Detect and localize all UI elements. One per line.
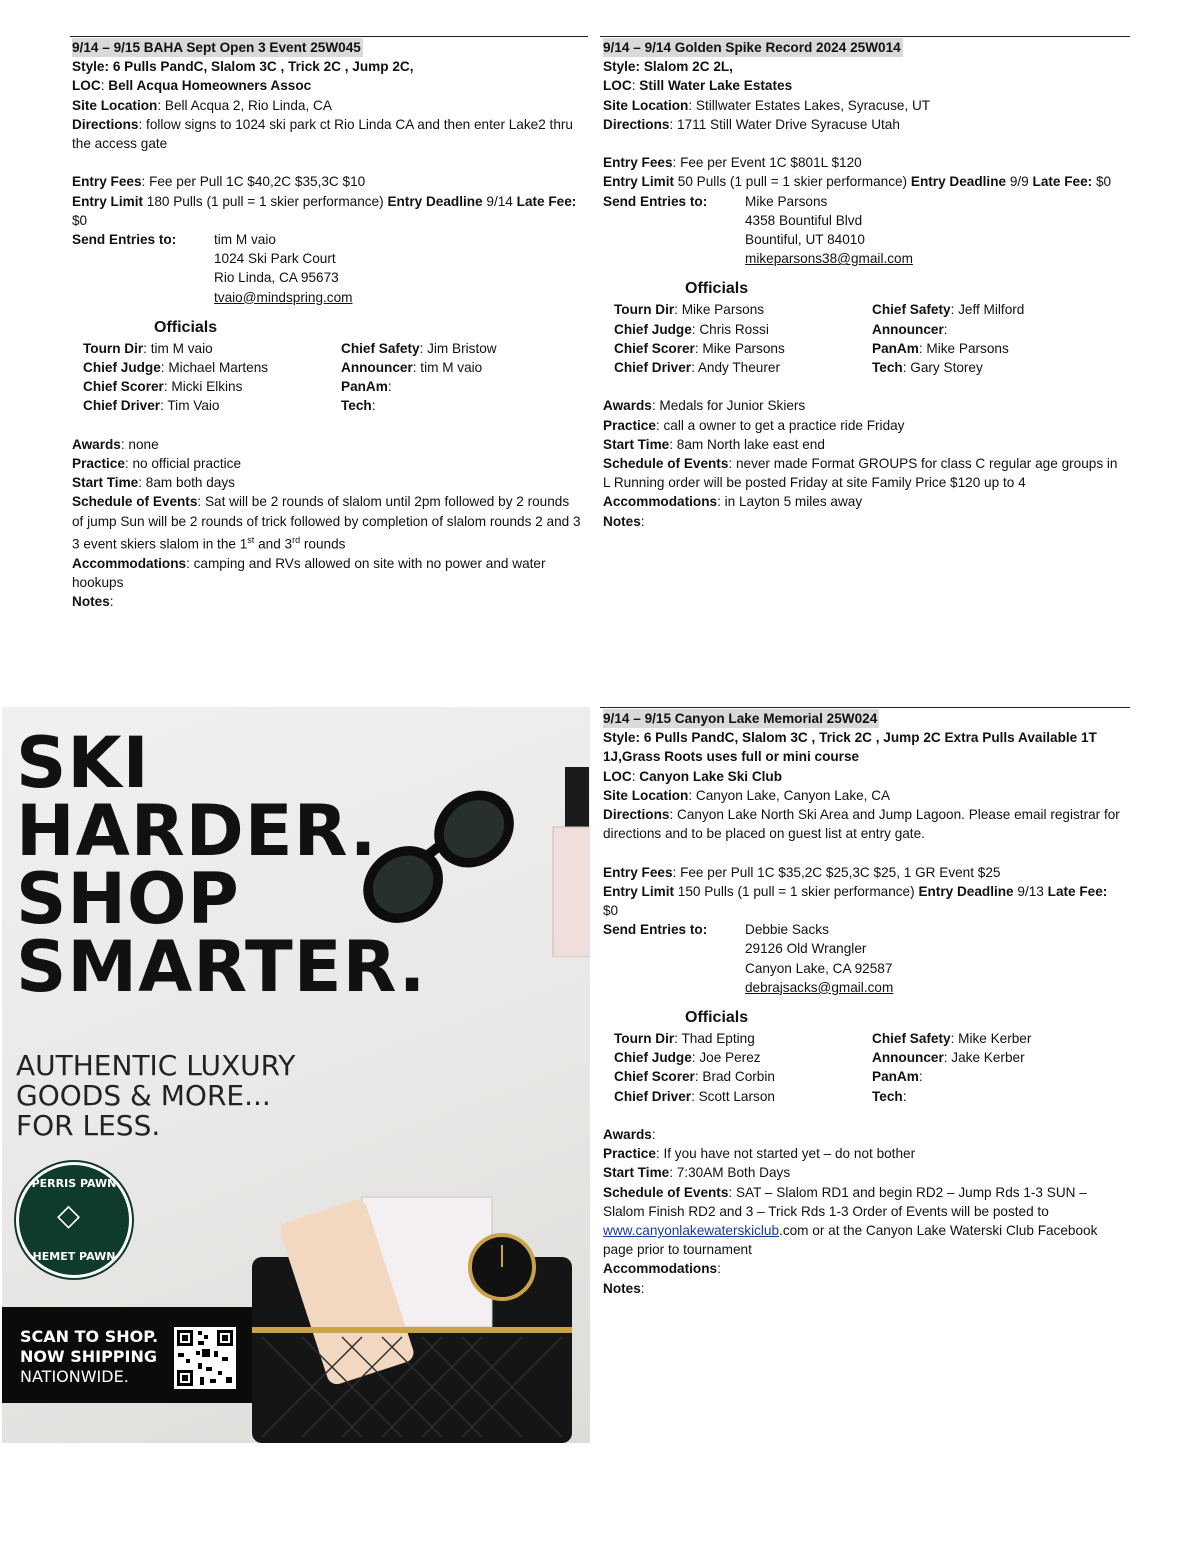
event-fees: : Fee per Pull 1C $35,2C $25,3C $25, 1 GR Event $25	[672, 864, 1001, 880]
officials-grid: Tourn Dir: Mike Parsons Chief Safety: Jeff Milford Chief Judge: Chris Rossi Announcer: Chief Scorer: Mike Parsons PanAm: Mike Parsons Chief Driver: Andy Theurer Tech: Gary Storey	[614, 302, 1025, 376]
event-directions: : 1711 Still Water Drive Syracuse Utah	[669, 116, 900, 132]
event-style: 6 Pulls PandC, Slalom 3C , Trick 2C , Jump 2C,	[112, 59, 414, 75]
top-rule-right	[600, 36, 1130, 37]
officials-title: Officials	[685, 280, 749, 298]
event-fees: : Fee per Event 1C $801L $120	[672, 155, 862, 171]
event-schedule: Schedule of Events: SAT – Slalom RD1 and begin RD2 – Jump Rds 1-3 SUN – Slalom Finish RD2 and 3 – Trick Rds 1-3 Order of Events will be posted to www.canyonlakewaterskiclub.com or at the Canyon Lake Waterski Club Facebook page prior to tournament	[603, 1184, 1098, 1258]
event-loc: Canyon Lake Ski Club	[639, 768, 783, 784]
officials-title: Officials	[154, 318, 218, 336]
scan-to-shop-box: SCAN TO SHOP. NOW SHIPPING NATIONWIDE.	[2, 1307, 252, 1403]
event-site: : Canyon Lake, Canyon Lake, CA	[688, 787, 891, 803]
event-directions: : follow signs to 1024 ski park ct Rio Linda CA and then enter Lake2 thru the access gate	[72, 116, 573, 152]
event-header: 9/14 – 9/15 BAHA Sept Open 3 Event 25W045	[72, 38, 363, 57]
perfume-bottle-graphic	[547, 767, 590, 957]
event-awards: : none	[120, 436, 159, 452]
event-accommodations: : camping and RVs allowed on site with no power and water hookups	[72, 555, 546, 590]
mid-rule-right	[600, 707, 1130, 708]
top-rule-left	[70, 36, 588, 37]
handbag-graphic	[242, 1137, 572, 1443]
event-schedule: Schedule of Events: Sat will be 2 rounds of slalom until 2pm followed by 2 rounds of jump Sun will be 2 rounds of trick followed by completion of slalom rounds 2 and 3 3 event skiers slalom in the 1st and 3rd rounds	[72, 494, 581, 552]
event-fees: : Fee per Pull 1C $40,2C $35,3C $10	[141, 174, 366, 190]
club-website-link[interactable]: www.canyonlakewaterskiclub	[603, 1223, 780, 1239]
event-deadline: 9/9	[1006, 174, 1033, 190]
ad-subline: AUTHENTIC LUXURY GOODS & MORE... FOR LESS.	[16, 1049, 296, 1142]
event-practice: : no official practice	[124, 456, 242, 472]
event-listing-golden-spike: 9/14 – 9/14 Golden Spike Record 2024 25W014 Style: Slalom 2C 2L, LOC: Still Water Lake Estates Site Location: Stillwater Estates Lakes, Syracuse, UT Directions: 1711 Still Water Drive Syracuse Utah Entry Fees: Fee per Event 1C $801L $120 Entry Limit 50 Pulls (1 pull = 1 skier performance) Entry Deadline 9/9 Late Fee: $0 Send Entries to: Mike Parsons 4358 Bountiful Blvd Bountiful, UT 84010 mikeparsons38@gmail.com Officials Tourn Dir: Mike Parsons Chief Safety: Jeff Milford Chief Judge: Chris Rossi Announcer: Chief Scorer: Mike Parsons PanAm: Mike Parsons Chief Driver: Andy Theurer Tech: Gary Storey Awards: Medals for Junior Skiers Practice: call a owner to get a practice ride Friday Start Time: 8am North lake east end Schedule of Events: never made Format GROUPS for class C regular age groups in L Running order will be posted Friday at site Family Price $120 up to 4 Accommodations: in Layton 5 miles away Notes:	[603, 38, 1125, 531]
event-start-time: : 8am both days	[138, 475, 235, 491]
officials-grid: Tourn Dir: tim M vaio Chief Safety: Jim Bristow Chief Judge: Michael Martens Announcer: tim M vaio Chief Scorer: Micki Elkins PanAm: Chief Driver: Tim Vaio Tech:	[83, 340, 497, 414]
event-start-time: : 8am North lake east end	[669, 436, 825, 452]
event-header: 9/14 – 9/15 Canyon Lake Memorial 25W024	[603, 709, 879, 728]
event-listing-canyon-lake: 9/14 – 9/15 Canyon Lake Memorial 25W024 Style: 6 Pulls PandC, Slalom 3C , Trick 2C , Jump 2C Extra Pulls Available 1T 1J,Grass Roots uses full or mini course LOC: Canyon Lake Ski Club Site Location: Canyon Lake, Canyon Lake, CA Directions: Canyon Lake North Ski Area and Jump Lagoon. Please email registrar for directions and to be placed on guest list at entry gate. Entry Fees: Fee per Pull 1C $35,2C $25,3C $25, 1 GR Event $25 Entry Limit 150 Pulls (1 pull = 1 skier performance) Entry Deadline 9/13 Late Fee: $0 Send Entries to: Debbie Sacks 29126 Old Wrangler Canyon Lake, CA 92587 debrajsacks@gmail.com Officials Tourn Dir: Thad Epting Chief Safety: Mike Kerber Chief Judge: Joe Perez Announcer: Jake Kerber Chief Scorer: Brad Corbin PanAm: Chief Driver: Scott Larson Tech: Awards: Practice: If you have not started yet – do not bother Start Time: 7:30AM Both Days Schedule of Events: SAT – Slalom RD1 and begin RD2 – Jump Rds 1-3 SUN – Slalom Finish RD2 and 3 – Trick Rds 1-3 Order of Events will be posted to www.canyonlakewaterskiclub.com or at the Canyon Lake Waterski Club Facebook page prior to tournament Accommodations: Notes:	[603, 709, 1125, 1298]
event-limit: 150 Pulls (1 pull = 1 skier performance)	[674, 883, 919, 899]
event-limit: 50 Pulls (1 pull = 1 skier performance)	[674, 174, 911, 190]
send-entries: Send Entries to: Debbie Sacks 29126 Old Wrangler Canyon Lake, CA 92587 debrajsacks@gmail.com	[603, 922, 894, 995]
perris-pawn-logo: PERRIS PAWN ◇ HEMET PAWN	[16, 1162, 132, 1278]
officials-grid: Tourn Dir: Thad Epting Chief Safety: Mike Kerber Chief Judge: Joe Perez Announcer: Jake Kerber Chief Scorer: Brad Corbin PanAm: Chief Driver: Scott Larson Tech:	[614, 1031, 1032, 1104]
event-style: Slalom 2C 2L,	[643, 59, 733, 75]
ad-headline: SKI HARDER. SHOP SMARTER.	[16, 722, 427, 1008]
event-site: : Stillwater Estates Lakes, Syracuse, UT	[688, 97, 931, 113]
event-schedule: Schedule of Events: never made Format GROUPS for class C regular age groups in L Running order will be posted Friday at site Family Price $120 up to 4	[603, 456, 1118, 491]
event-accommodations: : in Layton 5 miles away	[717, 494, 863, 510]
pawn-shop-ad	[2, 707, 590, 1443]
event-start-time: : 7:30AM Both Days	[669, 1165, 791, 1181]
event-late-fee: $0	[1092, 174, 1112, 190]
event-late-fee: $0	[603, 903, 619, 919]
event-deadline: 9/13	[1013, 883, 1048, 899]
qr-code-icon[interactable]	[174, 1327, 236, 1389]
event-header: 9/14 – 9/14 Golden Spike Record 2024 25W014	[603, 38, 903, 57]
event-directions: : Canyon Lake North Ski Area and Jump Lagoon. Please email registrar for directions and to be placed on guest list at entry gate.	[603, 807, 1120, 842]
send-email-link[interactable]: mikeparsons38@gmail.com	[745, 251, 913, 267]
event-style: 6 Pulls PandC, Slalom 3C , Trick 2C , Jump 2C Extra Pulls Available 1T 1J,Grass Roots uses full or mini course	[603, 730, 1097, 765]
event-loc: Still Water Lake Estates	[639, 78, 793, 94]
send-entries: Send Entries to: tim M vaio 1024 Ski Park Court Rio Linda, CA 95673 tvaio@mindspring.com	[72, 232, 353, 305]
send-entries: Send Entries to: Mike Parsons 4358 Bountiful Blvd Bountiful, UT 84010 mikeparsons38@gmail.com	[603, 193, 913, 267]
send-email-link[interactable]: tvaio@mindspring.com	[214, 289, 353, 305]
event-practice: : If you have not started yet – do not bother	[655, 1146, 916, 1162]
event-deadline: 9/14	[482, 193, 517, 209]
send-email-link[interactable]: debrajsacks@gmail.com	[745, 979, 894, 995]
event-late-fee: $0	[72, 212, 88, 228]
event-limit: 180 Pulls (1 pull = 1 skier performance)	[143, 193, 388, 209]
event-listing-baha: 9/14 – 9/15 BAHA Sept Open 3 Event 25W045 Style: 6 Pulls PandC, Slalom 3C , Trick 2C , Jump 2C, LOC: Bell Acqua Homeowners Assoc Site Location: Bell Acqua 2, Rio Linda, CA Directions: follow signs to 1024 ski park ct Rio Linda CA and then enter Lake2 thru the access gate Entry Fees: Fee per Pull 1C $40,2C $35,3C $10 Entry Limit 180 Pulls (1 pull = 1 skier performance) Entry Deadline 9/14 Late Fee: $0 Send Entries to: tim M vaio 1024 Ski Park Court Rio Linda, CA 95673 tvaio@mindspring.com Officials Tourn Dir: tim M vaio Chief Safety: Jim Bristow Chief Judge: Michael Martens Announcer: tim M vaio Chief Scorer: Micki Elkins PanAm: Chief Driver: Tim Vaio Tech: Awards: none Practice: no official practice Start Time: 8am both days Schedule of Events: Sat will be 2 rounds of slalom until 2pm followed by 2 rounds of jump Sun will be 2 rounds of trick followed by completion of slalom rounds 2 and 3 3 event skiers slalom in the 1st and 3rd rounds Accommodations: camping and RVs allowed on site with no power and water hookups Notes:	[72, 40, 581, 609]
diamond-icon: ◇	[57, 1198, 81, 1233]
officials-title: Officials	[685, 1009, 749, 1027]
event-site: : Bell Acqua 2, Rio Linda, CA	[157, 97, 332, 113]
event-awards: : Medals for Junior Skiers	[651, 398, 806, 414]
event-loc: Bell Acqua Homeowners Assoc	[108, 78, 312, 94]
event-practice: : call a owner to get a practice ride Friday	[655, 417, 905, 433]
event-awards: :	[651, 1127, 656, 1143]
event-accommodations: :	[717, 1261, 721, 1277]
